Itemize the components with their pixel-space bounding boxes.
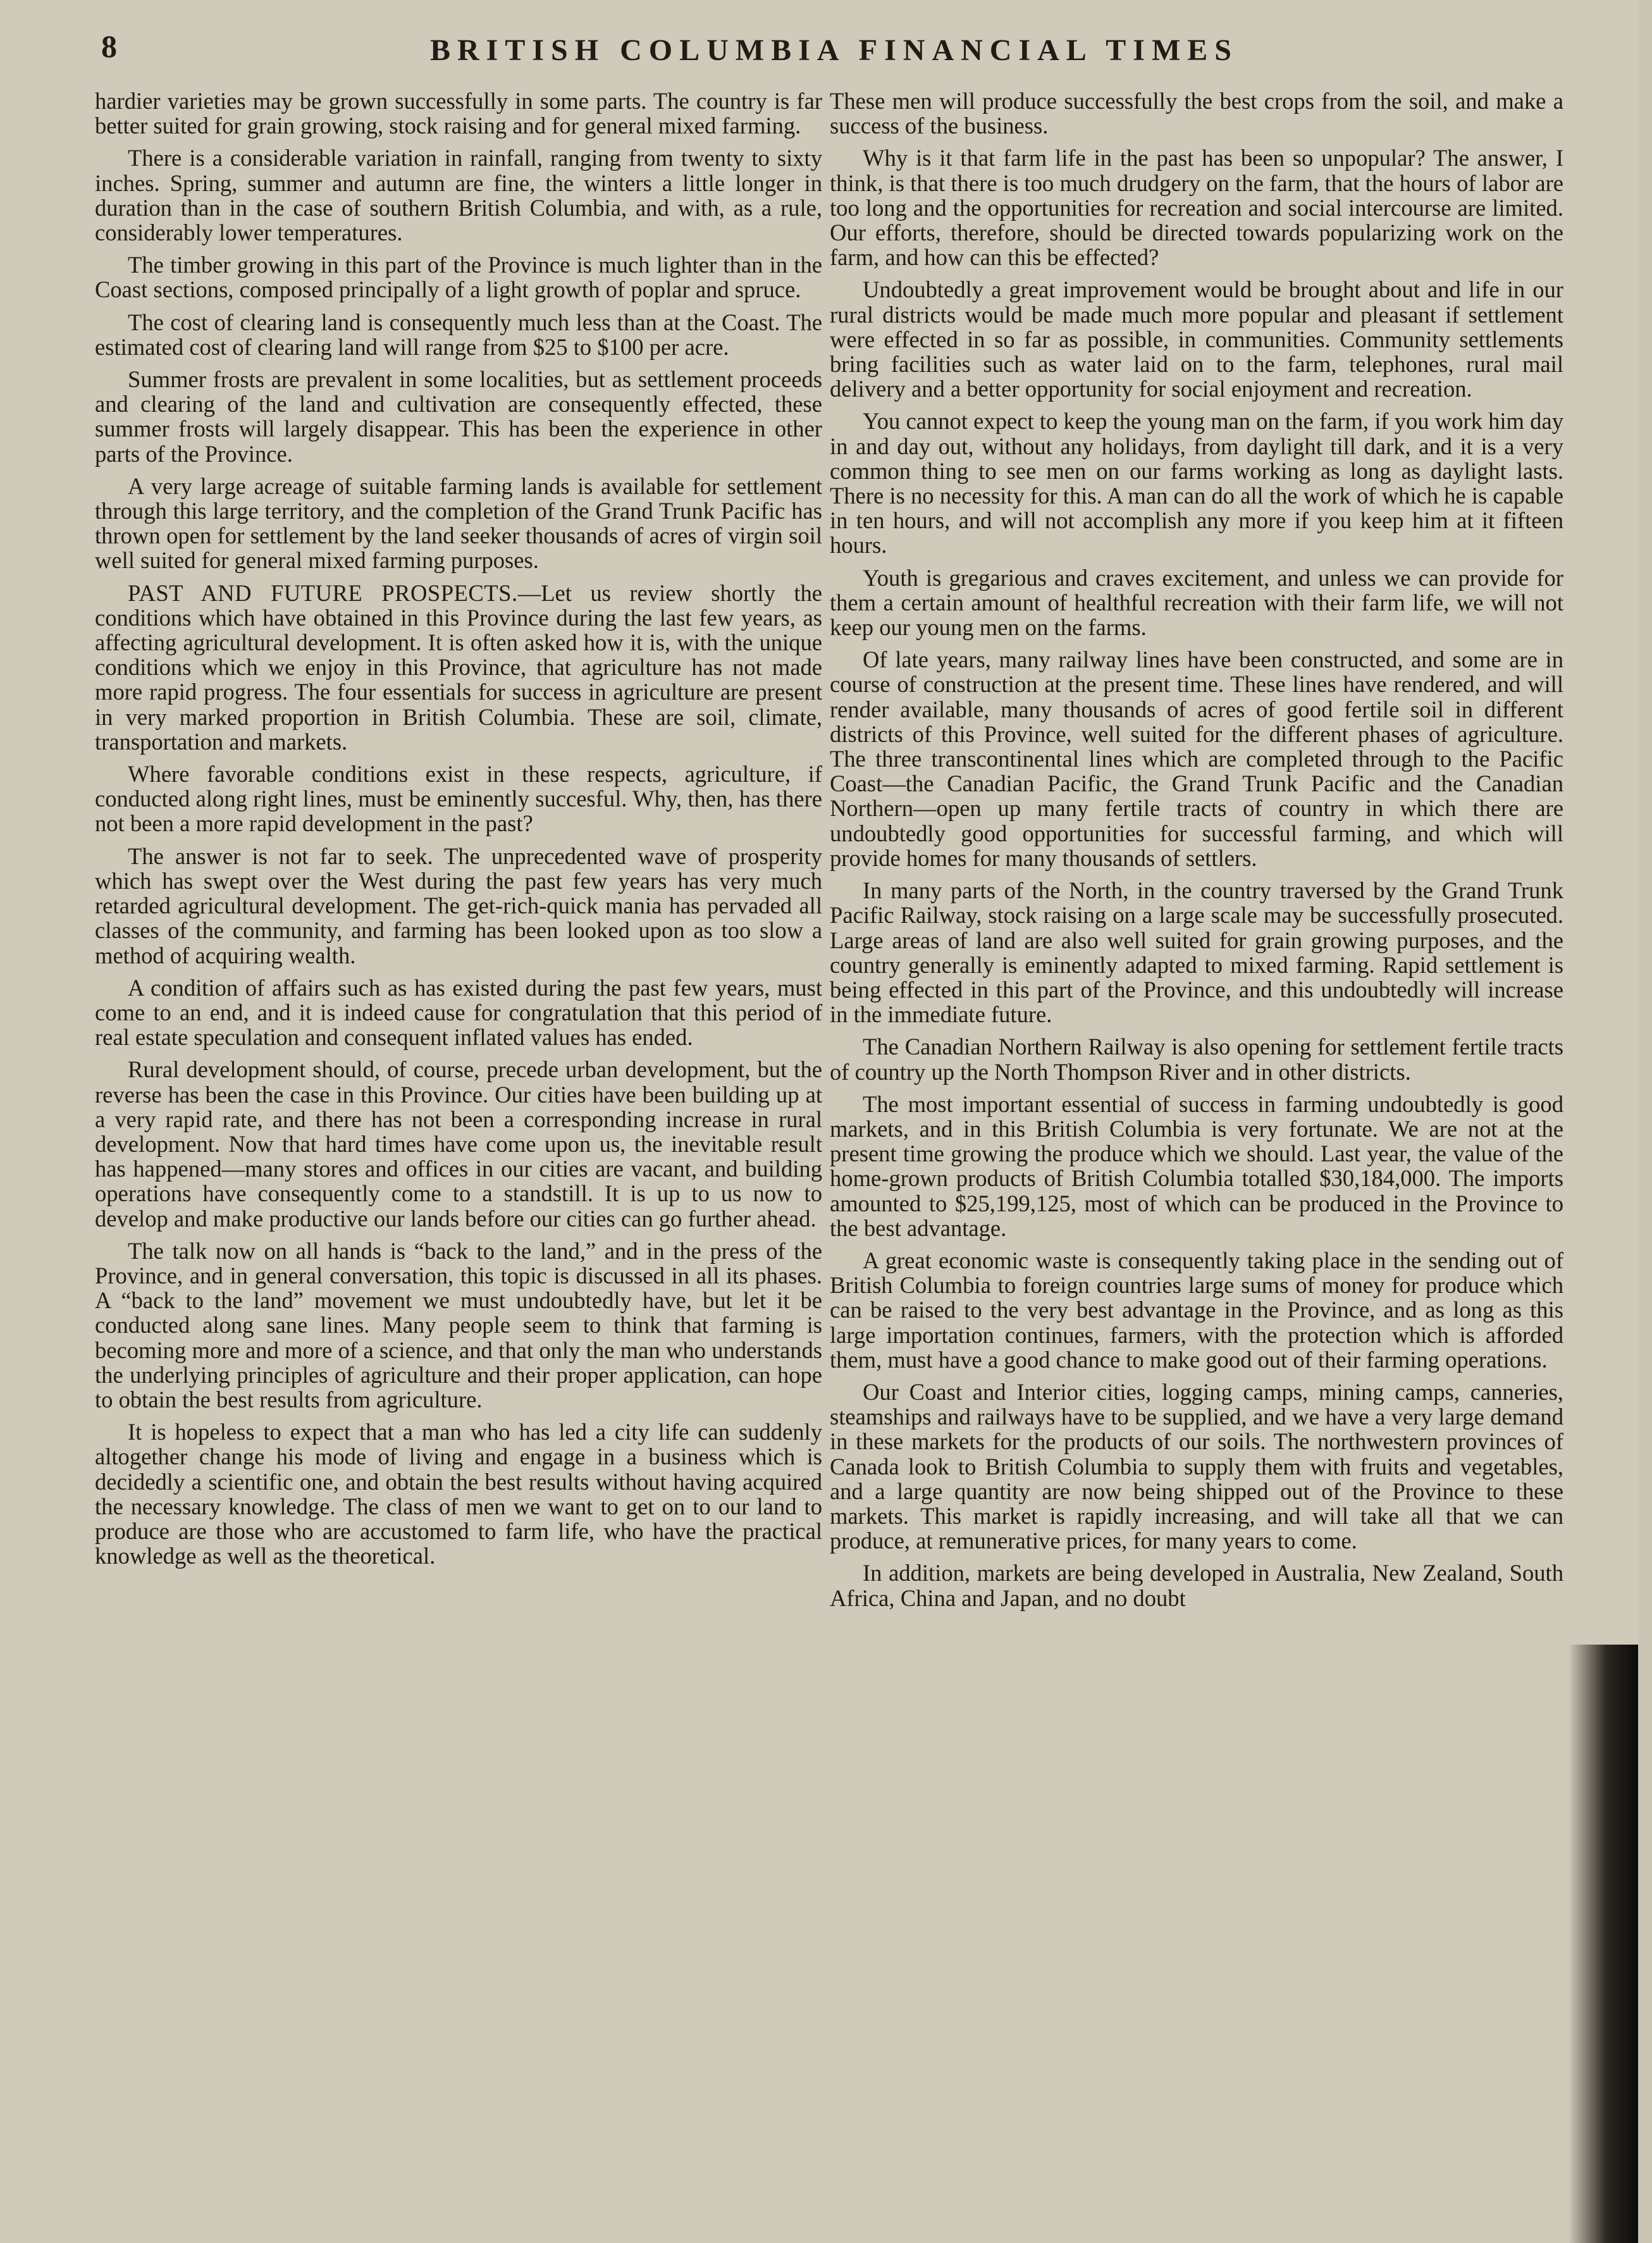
- paragraph: The Canadian Northern Railway is also opening for settlement fertile tracts of country up the North Thompson River and in other districts.: [830, 1034, 1563, 1085]
- section-heading: PAST AND FUTURE PROSPECTS.: [128, 579, 518, 606]
- paragraph: A condition of affairs such as has existed during the past few years, must come to an end, and it is indeed cause for congratulation that this period of real estate speculation and consequent inflated values has ended.: [95, 974, 822, 1051]
- section-heading-text: —Let us review shortly the conditions which have obtained in this Province during the last few years, as affecting agricultural development. It is often asked how it is, with the unique conditions which we enjoy in this Province, that agriculture has not made more rapid progress. The four essentials for success in agriculture are present in very marked proportion in British Columbia. These are soil, climate, transportation and markets.: [95, 579, 823, 755]
- paragraph: Rural development should, of course, precede urban development, but the reverse has been the case in this Province. Our cities have been building up at a very rapid rate, and there has not been a corresponding increase in rural development. Now that hard times have come upon us, the inevitable result has happened—many stores and offices in our cities are vacant, and building operations have consequently come to a standstill. It is up to us now to develop and make productive our lands before our cities can go further ahead.: [95, 1056, 822, 1232]
- page-number: 8: [101, 28, 117, 64]
- paragraph: In addition, markets are being developed in Australia, New Zealand, South Africa, China and Japan, and no doubt: [830, 1560, 1563, 1611]
- paragraph: hardier varieties may be grown successfully in some parts. The country is far better suited for grain growing, stock raising and for general mixed farming.: [95, 88, 822, 139]
- page-edge-shadow: [1569, 1645, 1638, 2243]
- paragraph: Our Coast and Interior cities, logging camps, mining camps, canneries, steamships and railways have to be supplied, and we have a very large demand in these markets for the products of our soils. The northwestern provinces of Canada look to British Columbia to supply them with fruits and vegetables, and a large quantity are now being shipped out of the Province to these markets. This market is rapidly increasing, and will take all that we can produce, at remunerative prices, for many years to come.: [830, 1378, 1563, 1554]
- paragraph: These men will produce successfully the best crops from the soil, and make a success of the business.: [830, 88, 1563, 139]
- paragraph: The cost of clearing land is consequently much less than at the Coast. The estimated cost of clearing land will range from $25 to $100 per acre.: [95, 309, 822, 360]
- paragraph: The talk now on all hands is “back to the land,” and in the press of the Province, and in general conversation, this topic is discussed in all its phases. A “back to the land” movement we must undoubtedly have, but let it be conducted along sane lines. Many people seem to think that farming is becoming more and more of a science, and that only the man who understands the underlying principles of agriculture and their proper application, can hope to obtain the best results from agriculture.: [95, 1237, 822, 1412]
- paragraph: The answer is not far to seek. The unprecedented wave of prosperity which has swept over the West during the past few years has very much retarded agricultural development. The get-rich-quick mania has pervaded all classes of the community, and farming has been looked upon as too slow a method of acquiring wealth.: [95, 843, 822, 968]
- section-paragraph: [95, 581, 822, 754]
- right-column: [830, 89, 1563, 1618]
- paragraph: Of late years, many railway lines have been constructed, and some are in course of construction at the present time. These lines have rendered, and will render available, many thousands of acres of good fertile soil in different districts of this Province, well suited for the different phases of agriculture. The three transcontinental lines which are completed through to the Pacific Coast—the Canadian Pacific, the Grand Trunk Pacific and the Canadian Northern—open up many fertile tracts of country in which there are undoubtedly good opportunities for successful farming, and which will provide homes for many thousands of settlers.: [830, 646, 1563, 871]
- paragraph: There is a considerable variation in rainfall, ranging from twenty to sixty inches. Spring, summer and autumn are fine, the winters a little longer in duration than in the case of southern British Columbia, and with, as a rule, considerably lower temperatures.: [95, 145, 822, 246]
- paragraph: Where favorable conditions exist in these respects, agriculture, if conducted along right lines, must be eminently succesful. Why, then, has there not been a more rapid development in the past?: [95, 761, 822, 837]
- paragraph: A very large acreage of suitable farming lands is available for settlement through this large territory, and the completion of the Grand Trunk Pacific has thrown open for settlement by the land seeker thousands of acres of virgin soil well suited for general mixed farming purposes.: [95, 473, 822, 574]
- paragraph: Undoubtedly a great improvement would be brought about and life in our rural districts would be made much more popular and pleasant if settlement were effected in so far as possible, in communities. Community settlements bring facilities such as water laid on to the farm, telephones, rural mail delivery and a better opportunity for social enjoyment and recreation.: [830, 276, 1563, 402]
- paragraph: Why is it that farm life in the past has been so unpopular? The answer, I think, is that there is too much drudgery on the farm, that the hours of labor are too long and the opportunities for recreation and social intercourse are limited. Our efforts, therefore, should be directed towards popularizing work on the farm, and how can this be effected?: [830, 145, 1563, 271]
- paragraph: Summer frosts are prevalent in some localities, but as settlement proceeds and clearing of the land and cultivation are consequently effected, these summer frosts will largely disappear. This has been the experience in other parts of the Province.: [95, 366, 822, 467]
- left-column: [95, 89, 822, 1576]
- paragraph: Youth is gregarious and craves excitement, and unless we can provide for them a certain amount of healthful recreation with their farm life, we will not keep our young men on the farms.: [830, 564, 1563, 641]
- paragraph: The most important essential of success in farming undoubtedly is good markets, and in this British Columbia is very fortunate. We are not at the present time growing the produce which we should. Last year, the value of the home-grown products of British Columbia totalled $30,184,000. The imports amounted to $25,199,125, most of which can be produced in the Province to the best advantage.: [830, 1091, 1563, 1241]
- paragraph: A great economic waste is consequently taking place in the sending out of British Columbia to foreign countries large sums of money for produce which can be raised to the very best advantage in the Province, and as long as this large importation continues, farmers, with the protection which is afforded them, must have a good chance to make good out of their farming operations.: [830, 1247, 1563, 1373]
- paragraph: It is hopeless to expect that a man who has led a city life can suddenly altogether change his mode of living and engage in a business which is decidedly a scientific one, and obtain the best results without having acquired the necessary knowledge. The class of men we want to get on to our land to produce are those who are accustomed to farm life, who have the practical knowledge as well as the theoretical.: [95, 1419, 822, 1569]
- page-header: [101, 28, 1550, 78]
- paragraph: In many parts of the North, in the country traversed by the Grand Trunk Pacific Railway, stock raising on a large scale may be successfully prosecuted. Large areas of land are also well suited for grain growing purposes, and the country generally is eminently adapted to mixed farming. Rapid settlement is being effected in this part of the Province, and this undoubtedly will increase in the immediate future.: [830, 877, 1563, 1028]
- publication-title: BRITISH COLUMBIA FINANCIAL TIMES: [430, 34, 1238, 67]
- paragraph: You cannot expect to keep the young man on the farm, if you work him day in and day out, without any holidays, from daylight till dark, and it is a very common thing to see men on our farms working as long as daylight lasts. There is no necessity for this. A man can do all the work of which he is capable in ten hours, and will not accomplish any more if you keep him at it fifteen hours.: [830, 408, 1564, 559]
- paragraph: The timber growing in this part of the Province is much lighter than in the Coast sections, composed principally of a light growth of poplar and spruce.: [95, 252, 822, 303]
